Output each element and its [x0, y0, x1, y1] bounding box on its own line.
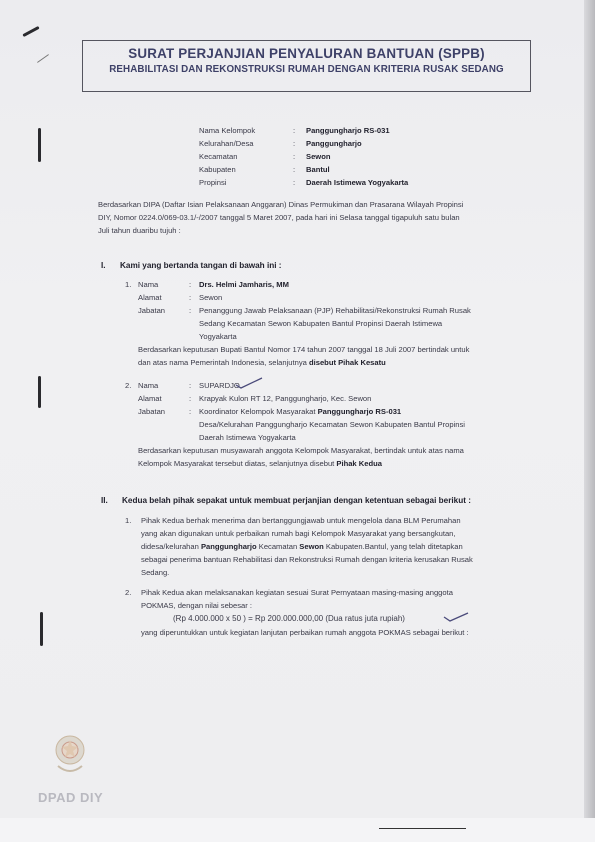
item-2-number: 2.: [125, 588, 132, 597]
info-colon: :: [293, 152, 296, 161]
field-colon: :: [189, 381, 192, 390]
party-2-jabatan-line-3: Daerah Istimewa Yogyakarta: [199, 433, 296, 442]
info-label-propinsi: Propinsi: [199, 178, 227, 187]
party-2-basis-line-2: [138, 459, 382, 469]
info-value-kecamatan: Sewon: [306, 152, 331, 161]
section-1-number: I.: [101, 261, 106, 270]
item-2-line-1: Pihak Kedua akan melaksanakan kegiatan sesuai Surat Pernyataan masing-masing anggota: [141, 588, 453, 597]
binding-mark-top-2: [37, 54, 49, 63]
party-2-number: 2.: [125, 381, 132, 390]
binding-mark-top: [22, 26, 39, 37]
info-colon: :: [293, 139, 296, 148]
party-1-alamat-label: Alamat: [138, 293, 162, 302]
info-value-kabupaten: Bantul: [306, 165, 330, 174]
field-colon: :: [189, 407, 192, 416]
regional-seal-icon: [50, 732, 90, 780]
party-1-nama-label: Nama: [138, 280, 159, 289]
info-label-kabupaten: Kabupaten: [199, 165, 236, 174]
intro-line-3: Juli tahun duaribu tujuh :: [98, 226, 181, 235]
item-1-kecamatan: Sewon: [299, 542, 324, 551]
info-label-kelurahan: Kelurahan/Desa: [199, 139, 254, 148]
check-mark-icon: [234, 376, 264, 390]
item-1-line-4: sebagai penerima bantuan Rehabilitasi dan Rekonstruksi Rumah dengan kriteria kerusakan Rusak: [141, 555, 473, 564]
party-1-jabatan-line-3: Yogyakarta: [199, 332, 237, 341]
binding-mark-upper: [38, 128, 41, 162]
party-2-nama-label: Nama: [138, 381, 159, 390]
info-label-kecamatan: Kecamatan: [199, 152, 238, 161]
watermark: DPAD DIY: [38, 790, 104, 805]
party-1-role: disebut Pihak Kesatu: [308, 358, 386, 367]
party-2-alamat-label: Alamat: [138, 394, 162, 403]
document-subtitle: REHABILITASI DAN REKONSTRUKSI RUMAH DENGAN KRITERIA RUSAK SEDANG: [109, 64, 504, 75]
party-2-jabatan-line-1: [199, 407, 401, 417]
field-colon: :: [189, 306, 192, 315]
party-1-number: 1.: [125, 280, 132, 289]
party-2-basis-text: Kelompok Masyarakat tersebut diatas, selanjutnya disebut: [138, 459, 337, 468]
binding-mark-lower: [40, 612, 43, 646]
party-2-role: Pihak Kedua: [336, 459, 382, 468]
party-1-basis-line-1: Berdasarkan keputusan Bupati Bantul Nomor 174 tahun 2007 tanggal 18 Juli 2007 bertindak untuk: [138, 345, 470, 354]
binding-mark-middle: [38, 376, 41, 408]
info-value-propinsi: Daerah Istimewa Yogyakarta: [306, 178, 409, 187]
party-2-basis-line-1: Berdasarkan keputusan musyawarah anggota Kelompok Masyarakat, bertindak untuk atas nama: [138, 446, 464, 455]
intro-line-1: Berdasarkan DIPA (Daftar Isian Pelaksanaan Anggaran) Dinas Permukiman dan Prasarana Wilayah Propinsi: [98, 200, 464, 209]
check-mark-icon: [442, 610, 470, 624]
field-colon: :: [189, 394, 192, 403]
bottom-margin: [0, 818, 595, 842]
field-colon: :: [189, 280, 192, 289]
intro-line-2: DIY, Nomor 0224.0/069-03.1/-/2007 tanggal 5 Maret 2007, pada hari ini Selasa tanggal tigapuluh satu bulan: [98, 213, 460, 222]
party-2-jabatan-label: Jabatan: [138, 407, 166, 416]
item-1-line-5: Sedang.: [141, 568, 170, 577]
info-colon: :: [293, 126, 296, 135]
item-1-text: Kabupaten.Bantul, yang telah ditetapkan: [323, 542, 463, 551]
info-value-nama-kelompok: Panggungharjo RS-031: [306, 126, 390, 135]
item-1-line-2: yang akan digunakan untuk perbaikan rumah bagi Kelompok Masyarakat yang bersangkutan,: [141, 529, 456, 538]
footer-rule: [379, 828, 466, 829]
party-1-basis-text: dan atas nama Pemerintah Indonesia, selanjutnya: [138, 358, 309, 367]
item-1-number: 1.: [125, 516, 132, 525]
party-1-jabatan-line-2: Sedang Kecamatan Sewon Kabupaten Bantul Propinsi Daerah Istimewa: [199, 319, 443, 328]
item-1-text: didesa/kelurahan: [141, 542, 201, 551]
item-2-line-3: yang diperuntukkan untuk kegiatan lanjutan perbaikan rumah anggota POKMAS sebagai berikut :: [141, 628, 469, 637]
title-box: [82, 40, 531, 92]
item-2-formula: (Rp 4.000.000 x 50 ) = Rp 200.000.000,00 (Dua ratus juta rupiah): [173, 614, 405, 623]
page-edge: [584, 0, 595, 842]
item-1-line-3: [141, 542, 463, 552]
section-1-heading: Kami yang bertanda tangan di bawah ini :: [120, 261, 282, 270]
info-label-nama-kelompok: Nama Kelompok: [199, 126, 256, 135]
item-1-line-1: Pihak Kedua berhak menerima dan bertanggungjawab untuk mengelola dana BLM Perumahan: [141, 516, 461, 525]
item-2-line-2: POKMAS, dengan nilai sebesar :: [141, 601, 253, 610]
party-1-jabatan-line-1: Penanggung Jawab Pelaksanaan (PJP) Rehabilitasi/Rekonstruksi Rumah Rusak: [199, 306, 471, 315]
field-colon: :: [189, 293, 192, 302]
party-2-group-name: Panggungharjo RS-031: [317, 407, 402, 416]
info-value-kelurahan: Panggungharjo: [306, 139, 362, 148]
party-1-nama-value: Drs. Helmi Jamharis, MM: [199, 280, 289, 289]
party-1-basis-line-2: [138, 358, 386, 368]
section-2-heading: Kedua belah pihak sepakat untuk membuat perjanjian dengan ketentuan sebagai berikut :: [122, 496, 471, 505]
info-colon: :: [293, 178, 296, 187]
party-2-alamat-value: Krapyak Kulon RT 12, Panggungharjo, Kec. Sewon: [199, 394, 372, 403]
party-1-alamat-value: Sewon: [199, 293, 223, 302]
section-2-number: II.: [101, 496, 108, 505]
party-2-jabatan-line-2: Desa/Kelurahan Panggungharjo Kecamatan Sewon Kabupaten Bantul Propinsi: [199, 420, 465, 429]
party-2-jabatan-prefix: Koordinator Kelompok Masyarakat: [199, 407, 318, 416]
item-1-desa: Panggungharjo: [200, 542, 257, 551]
party-2-nama-value: SUPARDJO: [199, 381, 240, 390]
item-1-text: Kecamatan: [256, 542, 300, 551]
party-1-jabatan-label: Jabatan: [138, 306, 166, 315]
info-colon: :: [293, 165, 296, 174]
document-title: SURAT PERJANJIAN PENYALURAN BANTUAN (SPPB): [128, 46, 485, 61]
